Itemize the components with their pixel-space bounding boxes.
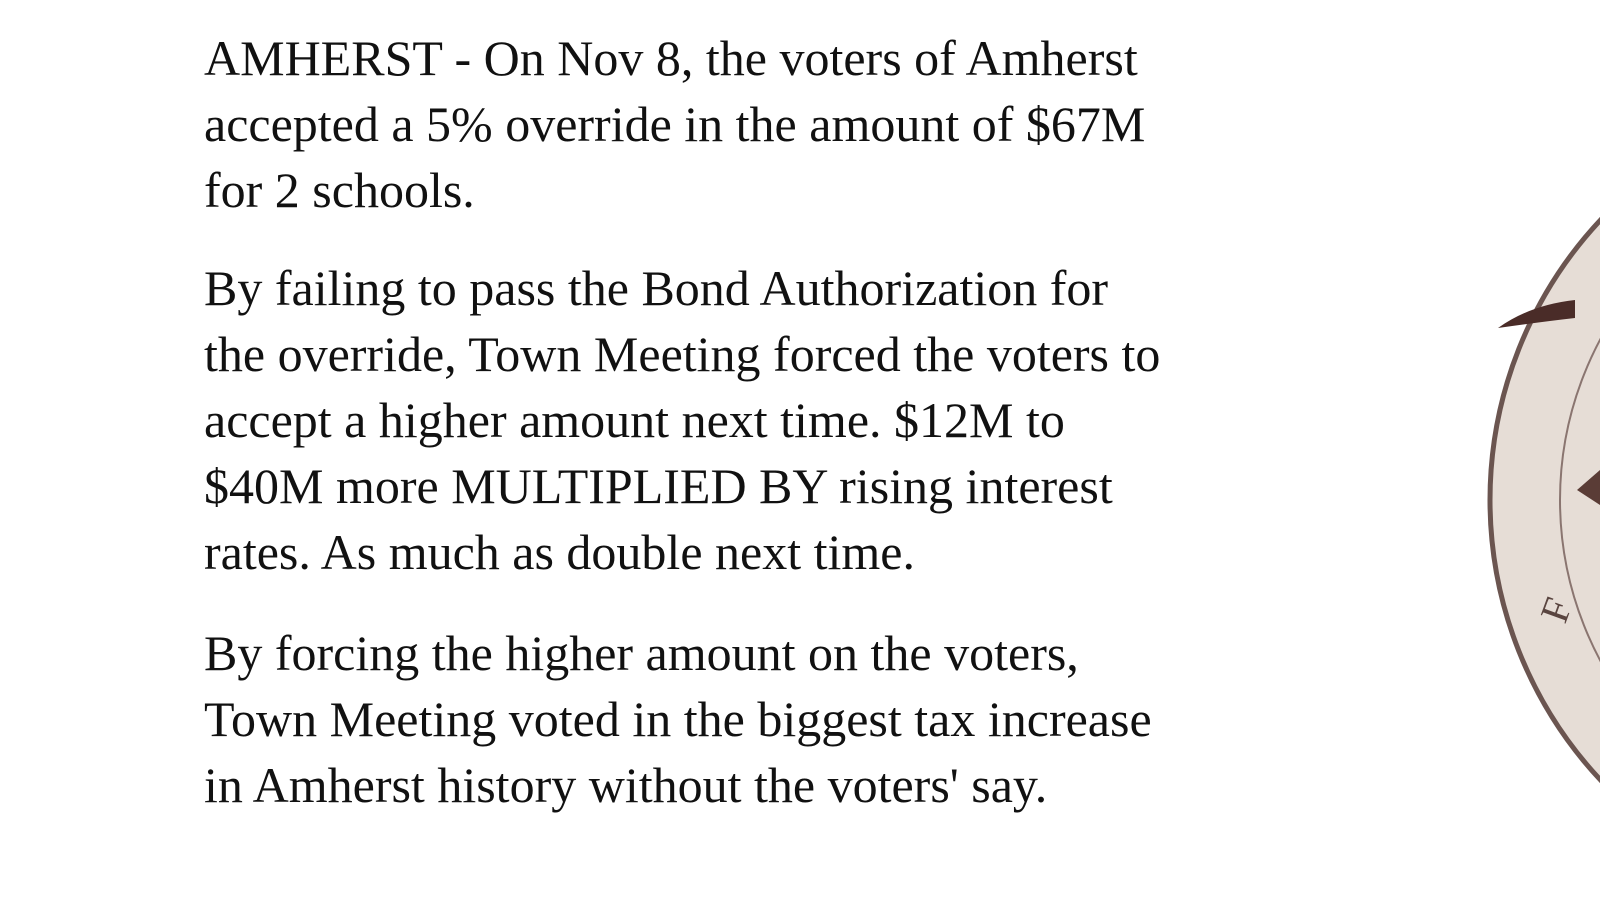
text-line: By failing to pass the Bond Authorization for — [204, 260, 1109, 316]
text-line: AMHERST - On Nov 8, the voters of Amherst — [204, 30, 1138, 86]
text-line: in Amherst history without the voters' say. — [204, 757, 1048, 813]
text-line: rates. As much as double next time. — [204, 524, 915, 580]
text-line: accepted a 5% override in the amount of $67M — [204, 96, 1146, 152]
text-line: for 2 schools. — [204, 162, 475, 218]
text-line: By forcing the higher amount on the voters, — [204, 625, 1079, 681]
text-line: Town Meeting voted in the biggest tax increase — [204, 691, 1152, 747]
text-line: the override, Town Meeting forced the voters to — [204, 326, 1161, 382]
text-line: $40M more MULTIPLIED BY rising interest — [204, 458, 1113, 514]
text-line: accept a higher amount next time. $12M to — [204, 392, 1065, 448]
svg-text:F: F — [1531, 591, 1582, 629]
